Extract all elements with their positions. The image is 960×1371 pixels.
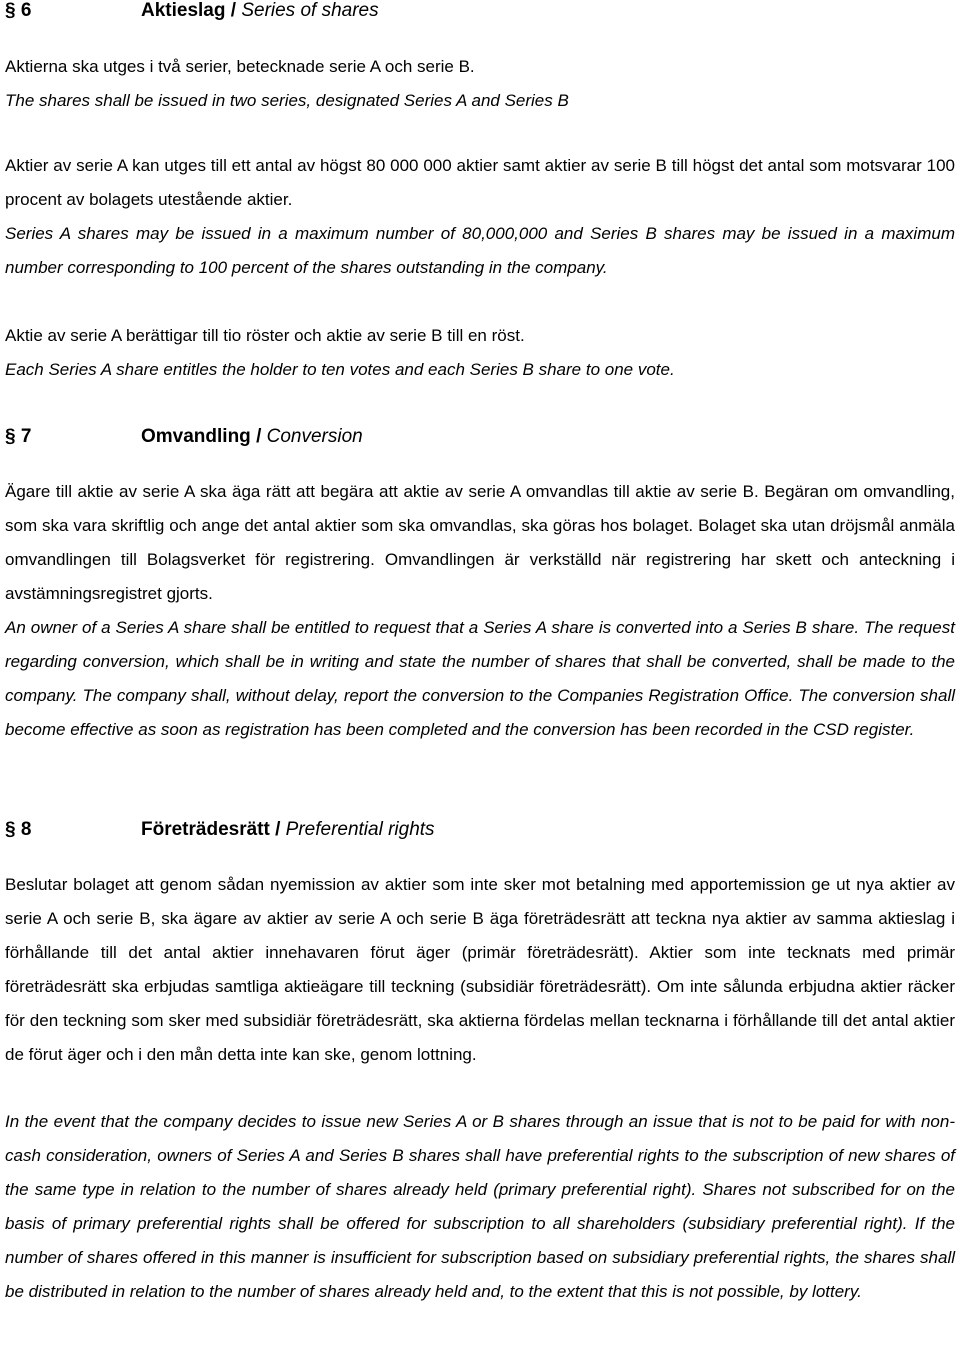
section-7-title	[141, 426, 363, 448]
section-7-p1-en: An owner of a Series A share shall be entitled to request that a Series A share is converted into a Series B share. The request regarding conversion, which shall be in writing and state the number of shares that shall be converted, shall be made to the company. The company shall, without delay, report the conversion to the Companies Registration Office. The conversion shall become effective as soon as registration has been completed and the conversion has been recorded in the CSD register.	[5, 618, 955, 739]
section-8-title-sv: Företrädesrätt /	[141, 819, 281, 840]
section-6-p1-sv: Aktierna ska utges i två serier, betecknade serie A och serie B.	[5, 57, 475, 76]
section-6-p1-en: The shares shall be issued in two series, designated Series A and Series B	[5, 91, 569, 110]
section-8-p1-sv: Beslutar bolaget att genom sådan nyemission av aktier som inte sker mot betalning med apportemission ge ut nya aktier av serie A och serie B, ska ägare av aktier av serie A och serie B äga företrädesrätt att teckna nya aktier av samma aktieslag i förhållande till det antal aktier innehavaren förut äger (primär företrädesrätt). Aktier som inte tecknats med primär företrädesrätt ska erbjudas samtliga aktieägare till teckning (subsidiär företrädesrätt). Om inte sålunda erbjudna aktier räcker för den teckning som sker med subsidiär företrädesrätt, ska aktierna fördelas mellan tecknarna i förhållande till det antal aktier de förut äger och i den mån detta inte kan ske, genom lottning.	[5, 875, 955, 1064]
section-6-p2-en: Series A shares may be issued in a maximum number of 80,000,000 and Series B shares may be issued in a maximum number corresponding to 100 percent of the shares outstanding in the company.	[5, 224, 955, 277]
section-6-p3-en: Each Series A share entitles the holder to ten votes and each Series B share to one vote.	[5, 360, 675, 379]
section-6-number: § 6	[5, 0, 32, 21]
section-7-title-sv: Omvandling /	[141, 426, 262, 447]
section-8-number: § 8	[5, 819, 32, 840]
section-8-title	[141, 819, 435, 841]
section-6-title-sv: Aktieslag /	[141, 0, 237, 21]
section-7-number: § 7	[5, 426, 32, 447]
section-8-title-en: Preferential rights	[280, 819, 435, 840]
section-6-title	[141, 0, 379, 22]
section-7-p1-sv: Ägare till aktie av serie A ska äga rätt att begära att aktie av serie A omvandlas till aktie av serie B. Begäran om omvandling, som ska vara skriftlig och ange det antal aktier som ska omvandlas, ska göras hos bolaget. Bolaget ska utan dröjsmål anmäla omvandlingen till Bolagsverket för registrering. Omvandlingen är verkställd när registrering har skett och anteckning i avstämningsregistret gjorts.	[5, 482, 955, 603]
section-6-p3-sv: Aktie av serie A berättigar till tio röster och aktie av serie B till en röst.	[5, 326, 525, 345]
section-6-p2-sv: Aktier av serie A kan utges till ett antal av högst 80 000 000 aktier samt aktier av serie B till högst det antal som motsvarar 100 procent av bolagets utestående aktier.	[5, 156, 955, 209]
section-8-p1-en: In the event that the company decides to issue new Series A or B shares through an issue that is not to be paid for with non-cash consideration, owners of Series A and Series B shares shall have preferential rights to the subscription of new shares of the same type in relation to the number of shares already held (primary preferential right). Shares not subscribed for on the basis of primary preferential rights shall be offered for subscription to all shareholders (subsidiary preferential right). If the number of shares offered in this manner is insufficient for subscription based on subsidiary preferential rights, the shares shall be distributed in relation to the number of shares already held and, to the extent that this is not possible, by lottery.	[5, 1112, 955, 1301]
section-7-title-en: Conversion	[261, 426, 363, 447]
section-6-title-en: Series of shares	[236, 0, 379, 21]
